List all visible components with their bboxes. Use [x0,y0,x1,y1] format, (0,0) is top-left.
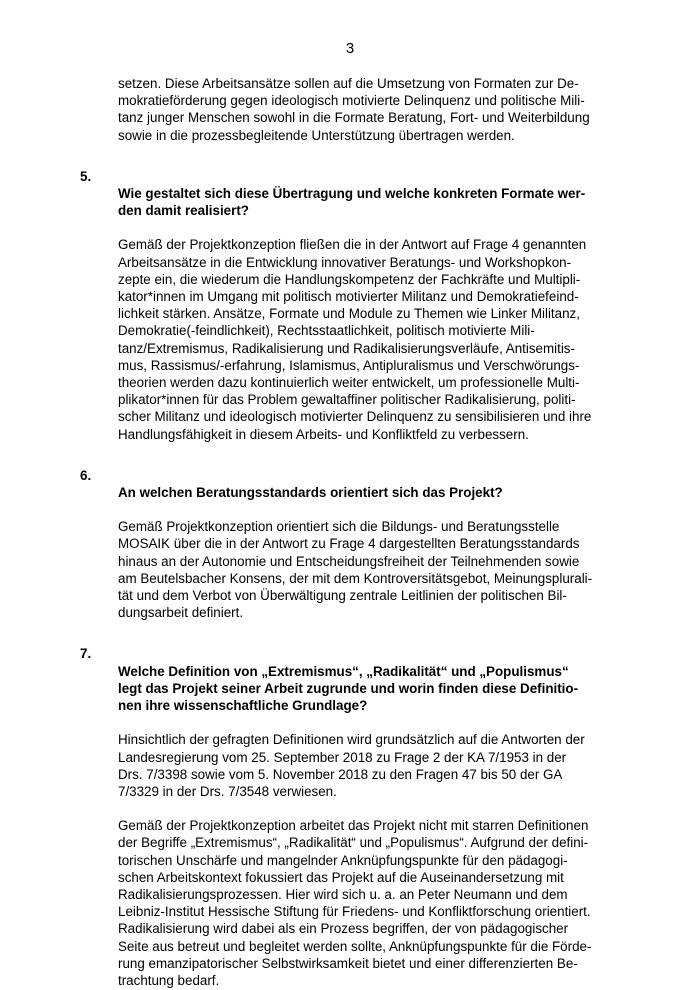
question-5-text: Wie gestaltet sich diese Übertragung und welche konkreten Formate wer- den damit realisiert? [118,186,586,219]
document-body [80,75,617,989]
page-number: 3 [345,40,355,57]
intro-paragraph: setzen. Diese Arbeitsansätze sollen auf die Umsetzung von Formaten zur De- mokratieförderung gegen ideologisch motivierte Delinquenz und politische Mili- tanz junger Menschen sowohl in die Formate Beratung, Fort- und Weiterbildung sowie in die prozessbegleitende Unterstützung übertragen werden. [118,76,590,143]
question-6 [80,467,617,501]
question-5-number: 5. [80,168,92,184]
answer-5: Gemäß der Projektkonzeption fließen die in der Antwort auf Frage 4 genannten Arbeitsansätze in die Entwicklung innovativer Beratungs- und Workshopkon- zepte ein, die wiederum die Handlungskompetenz der Fachkräfte und Multipli- kator*innen im Umgang mit politisch motivierter Militanz und Demokratiefeind- lichkeit stärken. Ansätze, Formate und Module zu Themen wie Linker Militanz, Demokratie(-feindlichkeit), Rechtsstaatlichkeit, politisch motivierte Mili- tanz/Extremismus, Radikalisierung und Radikalisierungsverläufe, Antisemitis- mus, Rassismus/-erfahrung, Islamismus, Antipluralismus und Verschwörungs- theorien werden dazu kontinuierlich weiter entwickelt, um professionelle Multi- plikator*innen für das Problem gewaltaffiner politischer Radikalisierung, politi- scher Militanz und ideologisch motivierter Delinquenz zu sensibilisieren und ihre Handlungsfähigkeit in diesem Arbeits- und Konfliktfeld zu verbessern. [118,237,592,442]
answer-7-paragraph-1: Hinsichtlich der gefragten Definitionen wird grundsätzlich auf die Antworten der Landesregierung vom 25. September 2018 zu Frage 2 der KA 7/1953 in der Drs. 7/3398 sowie vom 5. November 2018 zu den Fragen 47 bis 50 der GA 7/3329 in der Drs. 7/3548 verwiesen. [118,732,585,799]
question-7 [80,645,617,714]
answer-7-paragraph-2: Gemäß der Projektkonzeption arbeitet das Projekt nicht mit starren Definitionen der Begriffe „Extremismus“, „Radikalität“ und „Populismus“. Aufgrund der defini- torischen Unschärfe und mangelnder Anknüpfungspunkte für den pädagogi- schen Arbeitskontext fokussiert das Projekt auf die Auseinandersetzung mit Radikalisierungsprozessen. Hier wird sich u. a. an Peter Neumann und dem Leibniz-Institut Hessische Stiftung für Friedens- und Konfliktforschung orientiert. Radikalisierung wird dabei als ein Prozess begriffen, der von pädagogischer Seite aus betreut und begleitet werden sollte, Anknüpfungspunkte für die Förde- rung emanzipatorischer Selbstwirksamkeit bietet und einer differenzierten Be- trachtung bedarf. [118,818,592,988]
question-6-text: An welchen Beratungsstandards orientiert sich das Projekt? [118,485,503,501]
question-7-number: 7. [80,646,92,662]
question-7-text: Welche Definition von „Extremismus“, „Radikalität“ und „Populismus“ legt das Projekt seiner Arbeit zugrunde und worin finden diese Definitio- nen ihre wissenschaftliche Grundlage? [118,663,579,714]
question-5 [80,168,617,220]
answer-6: Gemäß Projektkonzeption orientiert sich die Bildungs- und Beratungsstelle MOSAIK über die in der Antwort zu Frage 4 dargestellten Beratungsstandards hinaus an der Autonomie und Entscheidungsfreiheit der Teilnehmenden sowie am Beutelsbacher Konsens, der mit dem Kontroversitätsgebot, Meinungsplurali- tät und dem Verbot von Überwältigung zentrale Leitlinien der politischen Bil- dungsarbeit definiert. [118,519,593,621]
question-6-number: 6. [80,467,92,483]
